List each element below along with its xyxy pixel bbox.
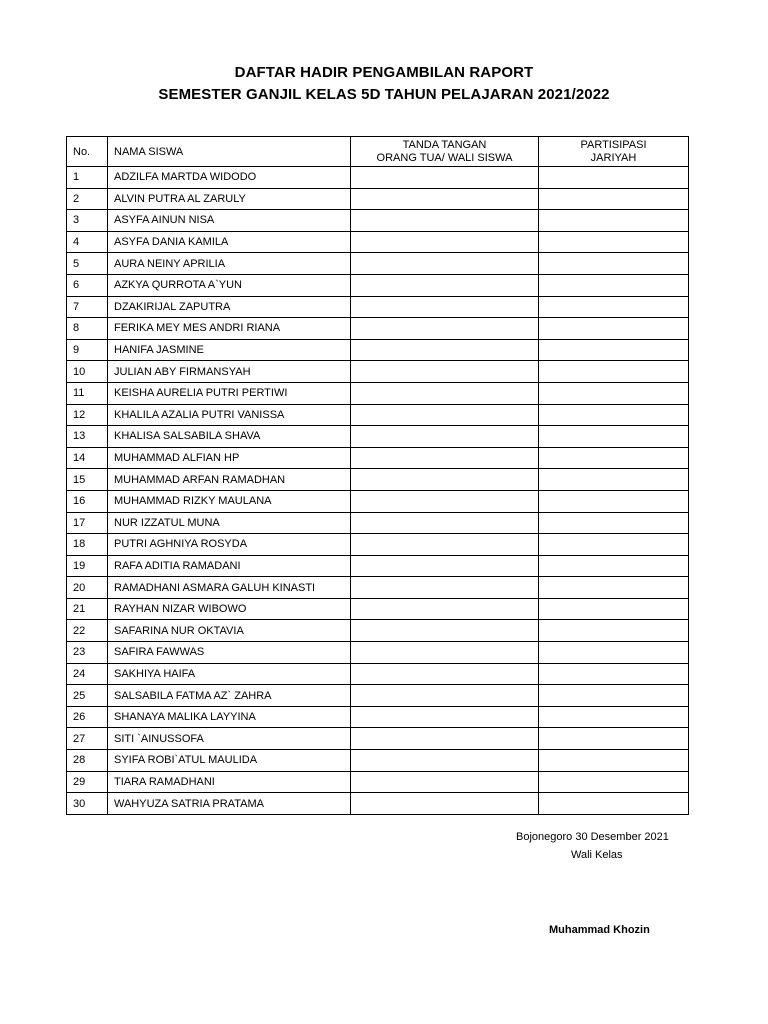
signature-cell [351,274,539,296]
row-number-cell: 29 [67,771,108,793]
student-name-cell: AZKYA QURROTA A`YUN [108,274,351,296]
table-row [67,469,689,491]
student-name-cell: KHALISA SALSABILA SHAVA [108,426,351,448]
table-row [67,620,689,642]
participation-cell [539,620,689,642]
participation-header-line-1: PARTISIPASI [580,138,647,151]
student-name-cell: TIARA RAMADHANI [108,771,351,793]
table-row [67,274,689,296]
signature-cell [351,188,539,210]
student-name-cell: SAFARINA NUR OKTAVIA [108,620,351,642]
student-name-cell: SHANAYA MALIKA LAYYINA [108,706,351,728]
participation-cell [539,706,689,728]
row-number-cell: 26 [67,706,108,728]
participation-cell [539,339,689,361]
table-row [67,534,689,556]
signer-role: Wali Kelas [571,849,623,861]
participation-cell [539,188,689,210]
table-row [67,685,689,707]
student-name-cell: ASYFA DANIA KAMILA [108,231,351,253]
student-name-cell: MUHAMMAD RIZKY MAULANA [108,490,351,512]
row-number-cell: 19 [67,555,108,577]
document-title [0,62,768,106]
row-number-cell: 22 [67,620,108,642]
row-number-cell: 18 [67,534,108,556]
signature-cell [351,577,539,599]
signature-cell [351,382,539,404]
row-number-cell: 4 [67,231,108,253]
row-number-cell: 1 [67,167,108,189]
signature-cell [351,642,539,664]
participation-cell [539,382,689,404]
participation-cell [539,231,689,253]
table-row [67,296,689,318]
student-name-cell: DZAKIRIJAL ZAPUTRA [108,296,351,318]
student-name-cell: SAFIRA FAWWAS [108,642,351,664]
row-number-cell: 7 [67,296,108,318]
student-name-cell: RAMADHANI ASMARA GALUH KINASTI [108,577,351,599]
student-name-cell: NUR IZZATUL MUNA [108,512,351,534]
signature-cell [351,598,539,620]
row-number-cell: 16 [67,490,108,512]
participation-cell [539,490,689,512]
row-number-cell: 12 [67,404,108,426]
signature-cell [351,534,539,556]
row-number-cell: 9 [67,339,108,361]
participation-cell [539,361,689,383]
row-number-cell: 2 [67,188,108,210]
table-row [67,188,689,210]
participation-cell [539,404,689,426]
participation-cell [539,253,689,275]
table-row [67,490,689,512]
participation-cell [539,296,689,318]
signature-cell [351,555,539,577]
student-name-cell: FERIKA MEY MES ANDRI RIANA [108,318,351,340]
participation-cell [539,512,689,534]
row-number-cell: 15 [67,469,108,491]
table-row [67,728,689,750]
table-row [67,663,689,685]
row-number-cell: 10 [67,361,108,383]
signature-cell [351,512,539,534]
table-row [67,253,689,275]
table-row [67,750,689,772]
row-number-cell: 28 [67,750,108,772]
table-row [67,361,689,383]
student-name-cell: SYIFA ROBI`ATUL MAULIDA [108,750,351,772]
row-number-cell: 23 [67,642,108,664]
signature-cell [351,339,539,361]
row-number-cell: 24 [67,663,108,685]
signature-cell [351,793,539,815]
column-header-signature [351,137,539,167]
row-number-cell: 17 [67,512,108,534]
participation-cell [539,642,689,664]
table-row [67,598,689,620]
participation-cell [539,750,689,772]
signature-cell [351,728,539,750]
signature-cell [351,404,539,426]
row-number-cell: 14 [67,447,108,469]
student-name-cell: ALVIN PUTRA AL ZARULY [108,188,351,210]
participation-cell [539,469,689,491]
student-name-cell: ASYFA AINUN NISA [108,210,351,232]
student-name-cell: SAKHIYA HAIFA [108,663,351,685]
participation-cell [539,534,689,556]
title-line-2: SEMESTER GANJIL KELAS 5D TAHUN PELAJARAN 2021/2022 [158,86,610,103]
student-name-cell: HANIFA JASMINE [108,339,351,361]
table-row [67,512,689,534]
table-row [67,231,689,253]
student-name-cell: MUHAMMAD ARFAN RAMADHAN [108,469,351,491]
participation-cell [539,167,689,189]
student-name-cell: KHALILA AZALIA PUTRI VANISSA [108,404,351,426]
table-row [67,447,689,469]
student-name-cell: RAYHAN NIZAR WIBOWO [108,598,351,620]
signature-cell [351,361,539,383]
row-number-cell: 13 [67,426,108,448]
participation-cell [539,771,689,793]
table-row [67,426,689,448]
signature-cell [351,426,539,448]
signature-cell [351,318,539,340]
column-header-no: No. [67,137,108,167]
table-row [67,793,689,815]
signature-cell [351,231,539,253]
column-header-participation [539,137,689,167]
row-number-cell: 8 [67,318,108,340]
signature-header-line-1: TANDA TANGAN [402,138,487,151]
table-row [67,642,689,664]
table-row [67,382,689,404]
student-name-cell: PUTRI AGHNIYA ROSYDA [108,534,351,556]
table-row [67,167,689,189]
row-number-cell: 11 [67,382,108,404]
row-number-cell: 25 [67,685,108,707]
participation-cell [539,318,689,340]
participation-cell [539,426,689,448]
participation-cell [539,728,689,750]
participation-cell [539,793,689,815]
table-row [67,555,689,577]
column-header-name: NAMA SISWA [108,137,351,167]
table-row [67,339,689,361]
table-row [67,771,689,793]
participation-cell [539,598,689,620]
row-number-cell: 21 [67,598,108,620]
participation-cell [539,447,689,469]
student-name-cell: KEISHA AURELIA PUTRI PERTIWI [108,382,351,404]
signature-cell [351,210,539,232]
student-name-cell: JULIAN ABY FIRMANSYAH [108,361,351,383]
table-row [67,318,689,340]
signer-name: Muhammad Khozin [549,924,650,936]
row-number-cell: 20 [67,577,108,599]
participation-header-line-2: JARIYAH [590,151,637,164]
title-line-1: DAFTAR HADIR PENGAMBILAN RAPORT [234,64,534,81]
student-name-cell: SITI `AINUSSOFA [108,728,351,750]
student-name-cell: RAFA ADITIA RAMADANI [108,555,351,577]
signature-cell [351,167,539,189]
signature-cell [351,663,539,685]
row-number-cell: 30 [67,793,108,815]
signature-cell [351,750,539,772]
student-name-cell: SALSABILA FATMA AZ` ZAHRA [108,685,351,707]
signature-cell [351,706,539,728]
signature-cell [351,253,539,275]
row-number-cell: 3 [67,210,108,232]
table-header-row [67,137,689,167]
signature-cell [351,469,539,491]
signature-cell [351,685,539,707]
row-number-cell: 5 [67,253,108,275]
attendance-table [66,136,689,815]
participation-cell [539,577,689,599]
signature-cell [351,490,539,512]
student-name-cell: MUHAMMAD ALFIAN HP [108,447,351,469]
table-row [67,404,689,426]
student-name-cell: ADZILFA MARTDA WIDODO [108,167,351,189]
signature-cell [351,771,539,793]
signature-cell [351,447,539,469]
signature-cell [351,620,539,642]
table-row [67,577,689,599]
place-date: Bojonegoro 30 Desember 2021 [516,831,669,843]
participation-cell [539,274,689,296]
signature-cell [351,296,539,318]
participation-cell [539,685,689,707]
participation-cell [539,210,689,232]
row-number-cell: 27 [67,728,108,750]
signature-header-line-2: ORANG TUA/ WALI SISWA [376,151,513,164]
row-number-cell: 6 [67,274,108,296]
participation-cell [539,555,689,577]
student-name-cell: AURA NEINY APRILIA [108,253,351,275]
table-row [67,706,689,728]
student-name-cell: WAHYUZA SATRIA PRATAMA [108,793,351,815]
participation-cell [539,663,689,685]
table-row [67,210,689,232]
